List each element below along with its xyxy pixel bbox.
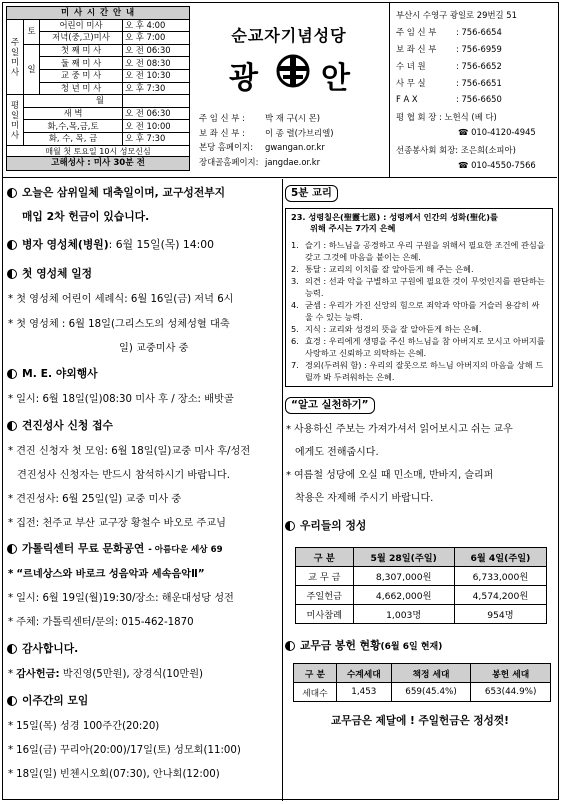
mass-schedule-table bbox=[6, 6, 190, 158]
mass-time: 오 후 7:00 bbox=[123, 32, 190, 45]
dues-header-cell: 봉헌 세대 bbox=[471, 664, 551, 683]
mass-name: 첫 째 미 사 bbox=[40, 44, 123, 57]
missionary-president: 선종봉사회 회장: 조은희(소피아) bbox=[396, 145, 516, 155]
thanks-names: 박진영(5만원), 장경식(10만원) bbox=[59, 669, 204, 680]
mass-name: 어린이 미사 bbox=[40, 19, 123, 32]
address: 부산시 수영구 광일로 29번길 51 bbox=[396, 10, 517, 20]
mass-name: 교 중 미 사 bbox=[40, 69, 123, 82]
dues-cell: 653(44.9%) bbox=[471, 683, 551, 702]
gift-text: 슬기 : 하느님을 공경하고 우리 구원을 위해서 필요한 조건에 관심을 갖고 그것에 마음을 붙이는 은혜. bbox=[305, 240, 545, 262]
confession-notice: 고해성사 : 미사 30분 전 bbox=[6, 156, 190, 171]
table-row bbox=[296, 567, 547, 586]
dues-cell: 세대수 bbox=[294, 683, 337, 702]
table-row bbox=[296, 586, 547, 605]
mass-time: 오 전 06:30 bbox=[123, 44, 190, 57]
dues-heading bbox=[285, 638, 555, 653]
table-row bbox=[296, 605, 547, 624]
mass-time: 오 후 7:30 bbox=[123, 82, 190, 95]
culture-title: 가톨릭센터 무료 문화공연 bbox=[22, 542, 145, 555]
church-name: 순교자기념성당 bbox=[231, 26, 347, 45]
gift-item bbox=[291, 275, 547, 299]
weekday-label: 월 bbox=[24, 95, 123, 108]
contact-value: : 756-6959 bbox=[456, 44, 502, 54]
thanks-label: 감사헌금: bbox=[16, 669, 60, 680]
gift-text: 통달 : 교리의 이치를 잘 알아듣게 해 주는 은혜. bbox=[305, 264, 474, 274]
offering-cell: 4,662,000원 bbox=[353, 586, 454, 605]
missionary-phone: ☎ 010-4550-7566 bbox=[458, 160, 536, 170]
offering-cell: 주일헌금 bbox=[296, 586, 354, 605]
contact-value: : 756-6654 bbox=[456, 27, 502, 37]
thanks-item bbox=[7, 665, 279, 680]
gift-text: 경외(두려워 함) : 우리의 잘못으로 하느님 아버지의 마음을 상해 드릴까 봐 두려워하는 은혜. bbox=[305, 360, 544, 382]
offering-header-cell: 5월 28일(주일) bbox=[353, 548, 454, 567]
bullet-icon bbox=[7, 369, 17, 379]
contact-label: F A X bbox=[396, 94, 418, 104]
confirmation-item: * 견진 신청자 첫 모임: 6월 18일(일)교중 미사 후/성전 bbox=[7, 442, 279, 457]
confirmation-item: * 견진성사: 6월 25일(일) 교중 미사 중 bbox=[7, 490, 279, 505]
dues-header-cell: 책정 세대 bbox=[391, 664, 471, 683]
gift-text: 지식 : 교리와 성경의 뜻을 잘 알아듣게 하는 은혜. bbox=[305, 324, 482, 334]
know-item-cont: 착용은 자제해 주시기 바랍니다. bbox=[295, 493, 434, 504]
thanks-heading bbox=[7, 641, 279, 656]
first-communion-title: 첫 영성체 일정 bbox=[22, 267, 93, 280]
offering-header-cell: 구 분 bbox=[296, 548, 354, 567]
sick-communion-title: 병자 영성체(병원) bbox=[22, 238, 109, 251]
dues-title: 교무금 봉헌 현황 bbox=[300, 639, 381, 652]
week-item: * 18일(일) 빈첸시오회(07:30), 안나회(12:00) bbox=[7, 765, 279, 780]
bulletin-page bbox=[2, 2, 559, 800]
gift-text: 굳셈 : 우리가 가진 신앙의 힘으로 죄악과 악마를 거슬러 용감히 싸울 수 있는 능력. bbox=[305, 300, 540, 322]
culture-item: * “르네상스와 바로크 성음악과 세속음악Ⅱ” bbox=[7, 565, 279, 580]
sick-communion-detail: : 6월 15일(목) 14:00 bbox=[108, 238, 215, 251]
offering-cell: 954명 bbox=[454, 605, 546, 624]
thanks-title: 감사합니다. bbox=[22, 642, 79, 655]
dues-cell: 659(45.4%) bbox=[391, 683, 471, 702]
gift-item bbox=[291, 359, 547, 383]
confirmation-item-cont: 견진성사 신청자는 반드시 참석하시기 바랍니다. bbox=[17, 470, 231, 481]
mass-time: 오 전 10:00 bbox=[123, 120, 190, 133]
youth-homepage-link[interactable]: jangdae.or.kr bbox=[265, 156, 321, 167]
gift-number: 6. bbox=[291, 336, 299, 346]
dues-table bbox=[293, 663, 551, 702]
offering-heading bbox=[285, 518, 555, 533]
mass-name: 저녁(중,고)미사 bbox=[40, 32, 123, 45]
first-communion-item-cont: 일) 교중미사 중 bbox=[119, 343, 189, 354]
week-item: * 16일(금) 꾸리아(20:00)/17일(토) 성모회(11:00) bbox=[7, 741, 279, 756]
first-communion-heading bbox=[7, 266, 279, 281]
gift-text: 효경 : 우리에게 생명을 주신 하느님을 참 아버지로 모시고 아버지를 사랑하고 신뢰하고 의탁하는 은혜. bbox=[305, 336, 545, 358]
church-emblem-icon bbox=[275, 53, 311, 89]
confirmation-item: * 집전: 천주교 부산 교구장 황철수 바오로 주교님 bbox=[7, 514, 279, 529]
dues-subtitle: (6월 6일 현재) bbox=[380, 642, 443, 652]
gift-number: 5. bbox=[291, 324, 299, 334]
catechism-heading: 23. 성령칠은(聖靈七恩) : 성령께서 인간의 성화(聖化)를 bbox=[291, 212, 498, 222]
week-item: * 15일(목) 성경 100주간(20:20) bbox=[7, 717, 279, 732]
bulletin-logo bbox=[219, 47, 369, 96]
bullet-icon bbox=[285, 521, 295, 531]
offering-cell: 6,733,000원 bbox=[454, 567, 546, 586]
bullet-icon bbox=[7, 644, 17, 654]
dues-header-cell: 구 분 bbox=[294, 664, 337, 683]
mass-name: 둘 째 미 사 bbox=[40, 57, 123, 70]
mass-time: 오 전 08:30 bbox=[123, 57, 190, 70]
bullet-icon bbox=[7, 188, 17, 198]
offering-cell: 1,003명 bbox=[353, 605, 454, 624]
gift-number: 2. bbox=[291, 264, 299, 274]
youth-homepage-label: 장대골홈페이지: bbox=[199, 156, 259, 167]
contact-label: 사 무 실 bbox=[396, 78, 426, 88]
dues-cell: 1,453 bbox=[336, 683, 391, 702]
week-title: 이주간의 모임 bbox=[22, 694, 89, 707]
contact-value: : 756-6650 bbox=[456, 94, 502, 104]
council-phone: ☎ 010-4120-4945 bbox=[458, 127, 536, 137]
catechism-heading-cont: 위해 주시는 7가지 은혜 bbox=[310, 223, 396, 233]
offering-cell: 미사참례 bbox=[296, 605, 354, 624]
pastor-info bbox=[199, 111, 334, 169]
mass-time: 오 후 4:00 bbox=[123, 19, 190, 32]
bullet-icon bbox=[7, 269, 17, 279]
know-item-cont: 에게도 전해줍시다. bbox=[295, 447, 379, 458]
contact-value: : 756-6652 bbox=[456, 61, 502, 71]
culture-heading bbox=[7, 541, 279, 556]
week-heading bbox=[7, 693, 279, 708]
gift-number: 3. bbox=[291, 276, 299, 286]
pastor-label: 주 임 신 부 : bbox=[199, 113, 245, 123]
sunday-mass-label: 주 일 미 사 bbox=[7, 19, 24, 95]
logo-right-char: 안 bbox=[321, 61, 350, 96]
mass-name: 화, 수, 목, 금 bbox=[24, 132, 123, 145]
table-row bbox=[294, 683, 551, 702]
assistant-label: 보 좌 신 부 : bbox=[199, 127, 245, 138]
homepage-link[interactable]: gwangan.or.kr bbox=[265, 142, 325, 152]
mass-name: 새 벽 bbox=[24, 107, 123, 120]
weekday-mass-label: 평 일 미 사 bbox=[7, 95, 24, 145]
sunday-label: 일 bbox=[24, 44, 40, 94]
gift-number: 1. bbox=[291, 240, 299, 250]
offering-table bbox=[295, 547, 547, 624]
intro-line-1: 오늘은 삼위일체 대축일이며, 교구성전부지 bbox=[22, 186, 226, 199]
gift-item bbox=[291, 299, 547, 323]
contact-info bbox=[389, 3, 558, 177]
bullet-icon bbox=[7, 696, 17, 706]
confirmation-heading bbox=[7, 418, 279, 433]
footer-slogan: 교무금은 제달에 ! 주일헌금은 정성껏! bbox=[331, 715, 509, 727]
contact-label: 주 임 신 부 bbox=[396, 27, 437, 37]
weekday-note: 매월 첫 토요일 10시 성모신심 bbox=[7, 145, 190, 158]
gift-item bbox=[291, 323, 547, 335]
me-heading bbox=[7, 366, 279, 381]
know-item: * 사용하신 주보는 가져가셔서 읽어보시고 쉬는 교우 bbox=[285, 420, 555, 435]
logo-left-char: 광 bbox=[229, 61, 258, 96]
mass-time: 오 전 10:30 bbox=[123, 69, 190, 82]
me-detail: * 일시: 6월 18일(일)08:30 미사 후 / 장소: 배밧골 bbox=[7, 390, 279, 405]
contact-label: 수 녀 원 bbox=[396, 61, 426, 71]
bullet-icon bbox=[285, 641, 295, 651]
mass-time: 오 전 06:30 bbox=[123, 107, 190, 120]
gift-number: 7. bbox=[291, 360, 299, 370]
mass-schedule-title: 미 사 시 간 안 내 bbox=[7, 7, 190, 20]
homepage-label: 본당 홈페이지: bbox=[199, 142, 254, 152]
right-column bbox=[285, 185, 555, 728]
first-communion-item: * 첫 영성체 : 6월 18일(그리스도의 성체성혈 대축 bbox=[7, 315, 279, 330]
sick-communion-heading bbox=[7, 237, 279, 252]
offering-header-cell: 6월 4일(주일) bbox=[454, 548, 546, 567]
dues-header-cell: 수계세대 bbox=[336, 664, 391, 683]
council-president: 평 협 회 장 : 노헌식 (베 다) bbox=[396, 112, 497, 122]
mass-name: 청 년 미 사 bbox=[40, 82, 123, 95]
catechism-box bbox=[285, 208, 553, 387]
bullet-icon bbox=[7, 544, 17, 554]
gift-number: 4. bbox=[291, 300, 299, 310]
culture-item: * 주체: 가톨릭센터/문의: 015-462-1870 bbox=[7, 613, 279, 628]
weekday-time-header bbox=[123, 95, 190, 108]
saturday-label: 토 bbox=[24, 19, 40, 44]
pastor-name: 박 재 구(시 몬) bbox=[265, 113, 320, 123]
offering-cell: 4,574,200원 bbox=[454, 586, 546, 605]
first-communion-item: * 첫 영성체 어린이 세례식: 6월 16일(금) 저녁 6시 bbox=[7, 290, 279, 305]
culture-item: * 일시: 6월 19일(월)19:30/장소: 해운대성당 성전 bbox=[7, 589, 279, 604]
column-divider bbox=[282, 179, 283, 801]
know-title: “알고 실천하기” bbox=[285, 397, 375, 414]
know-item: * 여름철 성당에 오실 때 민소매, 반바지, 슬리퍼 bbox=[285, 466, 555, 481]
assistant-name: 이 종 렬(가브리엘) bbox=[265, 127, 334, 138]
mass-name: 화,수,목,금,토 bbox=[24, 120, 123, 133]
intro-line-2: 매입 2차 헌금이 있습니다. bbox=[22, 210, 150, 223]
bullet-icon bbox=[7, 421, 17, 431]
culture-subtitle: - 아름다운 세상 69 bbox=[148, 544, 223, 555]
offering-cell: 8,307,000원 bbox=[353, 567, 454, 586]
gift-item bbox=[291, 239, 547, 263]
bullet-icon bbox=[7, 240, 17, 250]
gift-item bbox=[291, 335, 547, 359]
offering-cell: 교 무 금 bbox=[296, 567, 354, 586]
catechism-title: 5분 교리 bbox=[285, 185, 338, 202]
gift-item bbox=[291, 263, 547, 275]
mass-time: 오 후 7:30 bbox=[123, 132, 190, 145]
offering-title: 우리들의 정성 bbox=[300, 519, 367, 532]
contact-label: 보 좌 신 부 bbox=[396, 44, 437, 54]
gift-text: 의견 : 선과 악을 구별하고 구원에 필요한 것이 무엇인지를 판단하는 능력. bbox=[305, 276, 545, 298]
gift-list bbox=[291, 239, 547, 383]
bulletin-header bbox=[3, 3, 557, 178]
me-title: M. E. 야외행사 bbox=[22, 367, 98, 380]
contact-value: : 756-6651 bbox=[456, 78, 502, 88]
left-column bbox=[7, 185, 279, 780]
confirmation-title: 견진성사 신청 접수 bbox=[22, 419, 113, 432]
intro-heading bbox=[7, 185, 279, 200]
